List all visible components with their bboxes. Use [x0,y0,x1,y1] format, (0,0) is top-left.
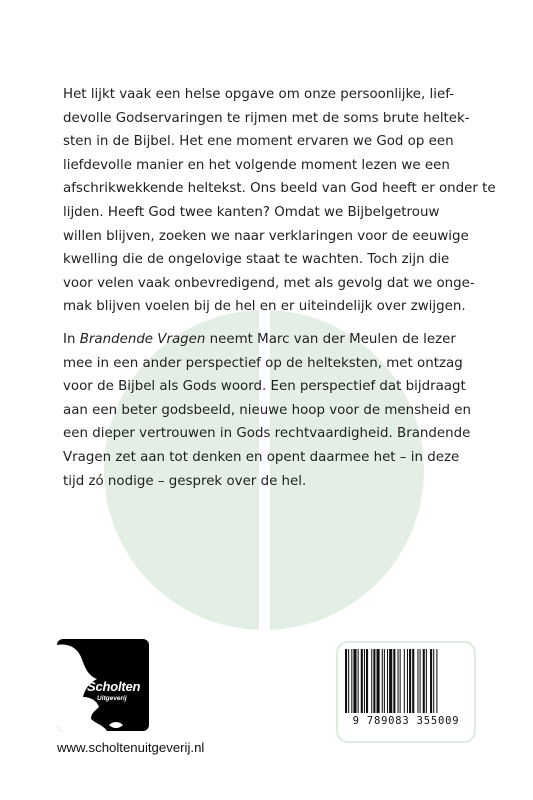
barcode-bar [366,649,368,713]
blurb-line [63,328,483,352]
barcode-bar [361,649,363,713]
barcode-bar [409,649,411,713]
publisher-logo [57,639,149,731]
blurb-line: liefdevolle manier en het volgende moment lezen we een [63,157,450,173]
barcode-bar [412,649,414,713]
publisher-logo-name: Scholten [87,679,141,694]
barcode-bar [364,649,365,713]
blurb-line: willen blijven, zoeken we naar verklaringen voor de eeuwige [63,228,469,244]
barcode-bar [384,649,385,713]
barcode-bar [417,649,418,713]
barcode-bar [373,649,375,713]
blurb-paragraph-1 [63,83,496,319]
barcode-bar [398,649,399,713]
blurb-line: mee in een ander perspectief op de helteksten, met ontzag [63,355,463,371]
barcode-bar [404,649,405,713]
barcode-bar [371,649,372,713]
barcode-bar [430,649,432,713]
blurb-line: Vragen zet aan tot denken en opent daarmee het – in deze [63,449,460,465]
blurb-line: devolle Godservaringen te rijmen met de soms brute heltek- [63,110,470,126]
barcode-bar [433,649,434,713]
barcode-bar [426,649,427,713]
isbn-number: 9 789083 355009 [352,715,460,727]
barcode-bars-icon [345,649,467,713]
barcode-bar [400,649,401,713]
blurb-line: tijd zó nodige – gesprek over de hel. [63,473,307,489]
barcode-bar [393,649,395,713]
blurb-line: een dieper vertrouwen in Gods rechtvaardigheid. Brandende [63,426,471,442]
blurb-line: mak blijven voelen bij de hel en er uiteindelijk over zwijgen. [63,299,466,315]
barcode-bar [423,649,425,713]
publisher-logo-subtitle: Uitgeverij [97,695,127,702]
blurb-line: afschrikwekkende heltekst. Ons beeld van God heeft er onder te [63,181,496,197]
blurb-line: sten in de Bijbel. Het ene moment ervaren we God op een [63,134,454,150]
barcode-bar [420,649,421,713]
blurb-line: voor de Bijbel als Gods woord. Een perspectief dat bijdraagt [63,379,466,395]
barcode-bar [351,649,352,713]
blurb-line: Het lijkt vaak een helse opgave om onze persoonlijke, lief- [63,87,455,102]
barcode-bar [436,649,437,713]
isbn-barcode [336,641,476,743]
barcode-bar [348,649,349,713]
barcode-bar [389,649,392,713]
blurb-line: kwelling die de ongelovige staat te wachten. Toch zijn die [63,252,450,268]
barcode-bar [353,649,356,713]
barcode-bar [358,649,359,713]
publisher-website[interactable]: www.scholtenuitgeverij.nl [57,740,205,755]
blurb-line: voor velen vaak onbevredigend, met als gevolg dat we onge- [63,275,475,291]
blurb-line: lijden. Heeft God twee kanten? Omdat we Bijbelgetrouw [63,204,440,220]
barcode-bar [382,649,383,713]
barcode-bar [377,649,380,713]
book-title: Brandende Vragen [79,332,206,347]
blurb-text: neemt Marc van der Meulen de lezer [205,332,456,347]
barcode-bar [407,649,408,713]
blurb-paragraph-2 [63,328,483,493]
barcode-bar [387,649,388,713]
blurb-line: aan een beter godsbeeld, nieuwe hoop voor de mensheid en [63,402,471,418]
barcode-bar [345,649,347,713]
blurb-text: In [63,332,80,347]
